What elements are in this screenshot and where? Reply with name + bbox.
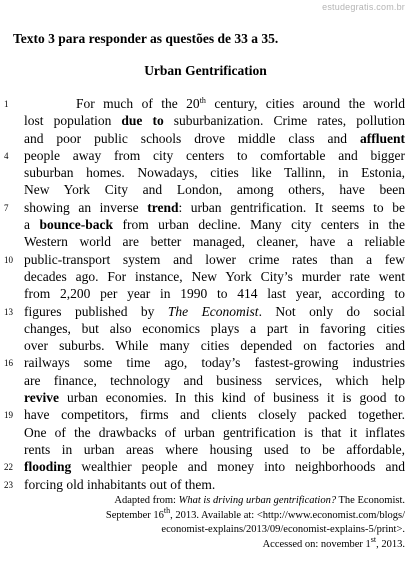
bold-text: affluent xyxy=(360,130,405,146)
text-segment: over suburbs. While many cities depended on factories and xyxy=(24,338,405,354)
article-line xyxy=(0,389,411,406)
article-line xyxy=(0,406,411,423)
line-number: 7 xyxy=(4,202,9,213)
text-segment: urban economies. In this kind of business it is good to xyxy=(58,390,405,406)
line-number: 1 xyxy=(4,99,9,109)
text-segment: people away from city centers to comfortable and bigger xyxy=(24,147,405,163)
superscript: th xyxy=(199,96,206,105)
site-watermark: estudegratis.com.br xyxy=(322,2,405,12)
text-segment: Western world are better managed, cleaner, have a reliable xyxy=(24,234,405,250)
source-citation xyxy=(25,494,405,552)
bold-text: trend xyxy=(147,199,179,215)
text-segment: a xyxy=(24,217,40,233)
line-text xyxy=(24,389,405,406)
text-segment: September 16 xyxy=(105,509,164,521)
text-segment: decades ago. For instance, New York City’s murder rate went xyxy=(24,268,405,284)
text-segment: One of the drawbacks of urban gentrification is that it inflates xyxy=(24,424,405,440)
text-segment: suburban homes. Nowadays, cities like Tallinn, in Estonia, xyxy=(24,165,405,181)
citation-line xyxy=(25,523,405,538)
ital-text: What is driving urban gentrification? xyxy=(178,495,337,506)
text-segment: from urban decline. Many city centers in the xyxy=(112,217,405,233)
line-number: 23 xyxy=(4,479,13,490)
line-text xyxy=(24,181,405,198)
bold-text: flooding xyxy=(24,459,72,475)
bold-text: bounce-back xyxy=(39,217,113,233)
text-segment: Accessed on: november 1 xyxy=(262,538,371,550)
text-segment: figures published by xyxy=(24,303,168,319)
line-text xyxy=(24,164,405,181)
text-segment: economist-explains/2013/09/economist-explains-5/print>. xyxy=(161,524,405,535)
line-text xyxy=(24,233,405,250)
text-segment: wealthier people and money into neighborhoods and xyxy=(71,459,405,475)
superscript: th xyxy=(163,505,171,515)
line-number: 10 xyxy=(4,254,13,265)
text-segment: forcing old inhabitants out of them. xyxy=(24,476,216,492)
text-segment: public-transport system and lower crime rates than a few xyxy=(24,251,405,267)
text-segment: railways some time ago, today’s fastest-growing industries xyxy=(24,355,405,371)
line-text xyxy=(24,147,405,164)
text-segment: . Not only do social xyxy=(258,303,405,319)
article-body xyxy=(0,95,411,493)
article-line xyxy=(0,112,411,129)
citation-line xyxy=(25,494,405,509)
text-segment: : urban gentrification. It seems to be xyxy=(178,199,405,215)
text-segment: are finance, technology and business services, which help xyxy=(24,372,405,388)
line-text xyxy=(24,458,405,475)
text-segment: For much of the 20 xyxy=(76,96,200,111)
article-line xyxy=(0,95,411,112)
ital-text: The Economist xyxy=(167,303,259,319)
text-segment: The Economist. xyxy=(336,495,405,506)
line-number: 4 xyxy=(4,150,9,161)
line-text xyxy=(24,354,405,371)
article-line xyxy=(0,268,411,285)
text-segment: suburbanization. Crime rates, pollution xyxy=(163,113,405,129)
line-number: 22 xyxy=(4,462,13,473)
text-segment: , 2013. Available at: <http://www.economist.com/blogs/ xyxy=(170,509,405,521)
article-line xyxy=(0,372,411,389)
article-line xyxy=(0,164,411,181)
article-line xyxy=(0,441,411,458)
citation-line xyxy=(25,534,405,553)
article-line xyxy=(0,320,411,337)
bold-text: revive xyxy=(24,390,59,406)
article-line xyxy=(0,337,411,354)
article-line xyxy=(0,251,411,268)
bold-text: due to xyxy=(121,113,164,129)
text-segment: have competitors, firms and clients closely packed together. xyxy=(24,407,405,423)
line-text xyxy=(24,95,405,112)
article-line xyxy=(0,354,411,371)
text-segment: rents in urban areas where housing used to be affordable, xyxy=(24,441,405,457)
text-segment: and poor public schools drove middle class and xyxy=(24,130,360,146)
line-number: 19 xyxy=(4,410,13,421)
article-line xyxy=(0,285,411,302)
line-text xyxy=(24,372,405,389)
line-text xyxy=(24,199,405,216)
line-text xyxy=(24,285,405,302)
line-text xyxy=(24,216,405,233)
article-line xyxy=(0,216,411,233)
text-segment: century, cities around the world xyxy=(205,96,405,111)
text-segment: changes, but also economics plays a part in favoring cities xyxy=(24,320,405,336)
article-line xyxy=(0,130,411,147)
text-heading: Texto 3 para responder as questões de 33 a 35. xyxy=(13,31,279,46)
line-text xyxy=(24,251,405,268)
line-text xyxy=(24,441,405,458)
line-text xyxy=(24,130,405,147)
text-segment: Adapted from: xyxy=(114,495,179,506)
superscript: st xyxy=(370,534,377,544)
text-segment: New York City and London, among others, have been xyxy=(24,182,405,198)
line-text xyxy=(24,112,405,129)
article-line xyxy=(0,181,411,198)
line-number: 16 xyxy=(4,358,13,369)
line-text xyxy=(24,424,405,441)
text-segment: from 2,200 per year in 1990 to 414 last year, according to xyxy=(24,286,405,302)
article-line xyxy=(0,233,411,250)
line-text xyxy=(24,303,405,320)
article-line xyxy=(0,199,411,216)
article-line xyxy=(0,147,411,164)
citation-line xyxy=(25,505,405,524)
text-segment: , 2013. xyxy=(376,538,405,550)
article-title: Urban Gentrification xyxy=(144,63,267,78)
line-text xyxy=(24,406,405,423)
line-text xyxy=(24,476,405,493)
text-segment: lost population xyxy=(24,113,122,129)
article-line xyxy=(0,424,411,441)
line-text xyxy=(24,320,405,337)
article-line xyxy=(0,303,411,320)
line-number: 13 xyxy=(4,306,13,317)
article-line xyxy=(0,458,411,475)
article-line xyxy=(0,476,411,493)
line-text xyxy=(24,268,405,285)
text-segment: showing an inverse xyxy=(24,199,148,215)
line-text xyxy=(24,337,405,354)
